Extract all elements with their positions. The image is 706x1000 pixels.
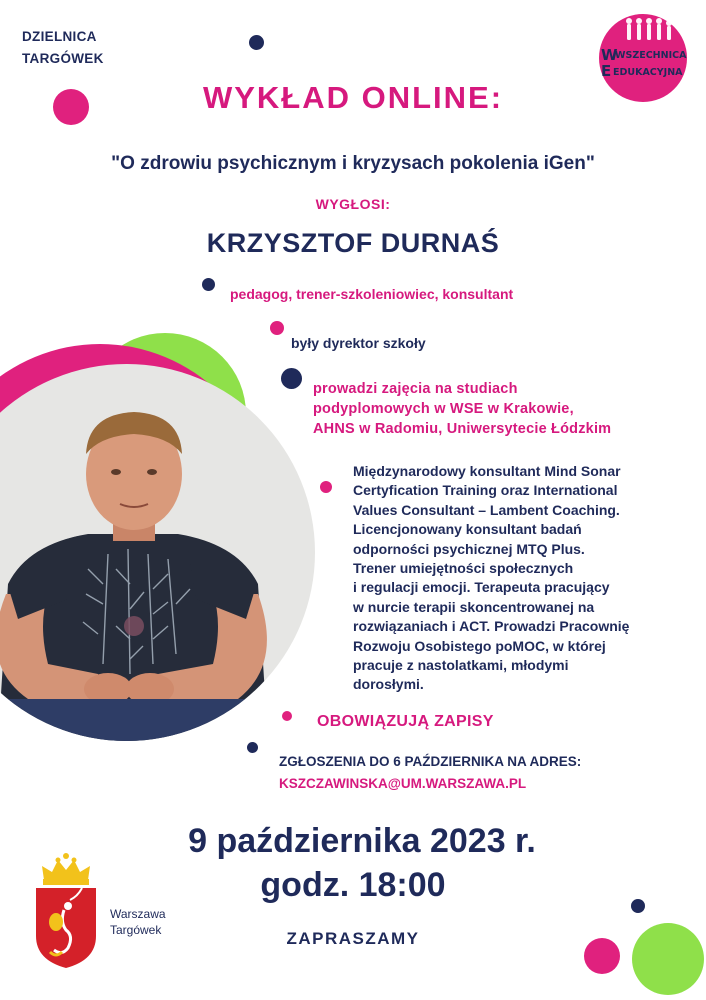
bio-role4-line: Międzynarodowy konsultant Mind Sonar: [353, 463, 621, 479]
coat-of-arms-icon: [30, 852, 102, 972]
decor-dot-pink-bottom: [584, 938, 620, 974]
district-line2: TARGÓWEK: [22, 51, 104, 66]
registration-deadline: ZGŁOSZENIA DO 6 PAŹDZIERNIKA NA ADRES:: [279, 754, 582, 769]
decor-dot-navy-top: [249, 35, 264, 50]
lecture-type-title: WYKŁAD ONLINE:: [202, 80, 504, 115]
bio-role4-line: Licencjonowany konsultant badań: [353, 521, 582, 538]
speaks-label: WYGŁOSI:: [315, 196, 391, 212]
bullet-dot-role3: [281, 368, 302, 389]
decor-circle-green-bottom: [632, 923, 704, 995]
bullet-dot-deadline: [247, 742, 258, 753]
bio-role3-line: AHNS w Radomiu, Uniwersytecie Łódzkim: [313, 421, 612, 437]
bullet-dot-role2: [270, 321, 284, 335]
bio-role4-line: Certyfication Training oraz International: [353, 482, 618, 499]
bio-role4-line: i regulacji emocji. Terapeuta pracujący: [353, 579, 610, 596]
coat-label-line2: Targówek: [110, 923, 162, 937]
event-time: godz. 18:00: [260, 866, 446, 904]
coat-label-line1: Warszawa: [110, 907, 166, 921]
logo-text-line2: EDUKACYJNA: [613, 67, 683, 78]
bio-role4-line: pracuje z nastolatkami, młodymi: [353, 657, 569, 674]
bio-role4-line: Values Consultant – Lambent Coaching.: [353, 501, 620, 518]
decor-dot-navy-bottom: [631, 899, 645, 913]
bio-role1: pedagog, trener-szkoleniowiec, konsultant: [230, 286, 514, 302]
logo-text-line1: WSZECHNICA: [615, 50, 687, 61]
bio-role4-line: odporności psychicznej MTQ Plus.: [353, 540, 585, 557]
bullet-dot-role4: [320, 481, 332, 493]
bio-role3: [313, 379, 683, 439]
bio-role4-line: dorosłymi.: [353, 676, 424, 693]
bio-role3-line: podyplomowych w WSE w Krakowie,: [313, 401, 574, 417]
bio-role4-line: w nurcie terapii skoncentrowanej na: [353, 598, 595, 615]
invite-text: ZAPRASZAMY: [286, 929, 420, 948]
event-date: 9 października 2023 r.: [188, 822, 536, 860]
registration-notice: OBOWIĄZUJĄ ZAPISY: [317, 713, 494, 730]
bullet-dot-role1: [202, 278, 215, 291]
speaker-name: KRZYSZTOF DURNAŚ: [206, 228, 500, 258]
svg-text:E: E: [601, 62, 612, 80]
registration-email-link[interactable]: KSZCZAWINSKA@UM.WARSZAWA.PL: [279, 776, 527, 791]
bio-role4: [353, 462, 688, 695]
bio-role4-line: Rozwoju Osobistego poMOC, w której: [353, 637, 606, 654]
bullet-dot-registration: [282, 711, 292, 721]
warsaw-coat-of-arms: [30, 852, 102, 972]
svg-text:W: W: [601, 46, 618, 64]
speaker-photo: [0, 364, 315, 741]
speaker-portrait-image: [0, 364, 315, 741]
bio-role4-line: rozwiązaniach i ACT. Prowadzi Pracownię: [353, 618, 630, 635]
bio-role3-line: prowadzi zajęcia na studiach: [313, 381, 518, 397]
bio-role2: były dyrektor szkoły: [291, 335, 426, 351]
lecture-topic: "O zdrowiu psychicznym i kryzysach pokolenia iGen": [111, 153, 595, 174]
district-label: [22, 26, 104, 70]
coat-of-arms-label: [110, 906, 166, 938]
district-line1: DZIELNICA: [22, 29, 97, 44]
bio-role4-line: Trener umiejętności społecznych: [353, 560, 574, 577]
